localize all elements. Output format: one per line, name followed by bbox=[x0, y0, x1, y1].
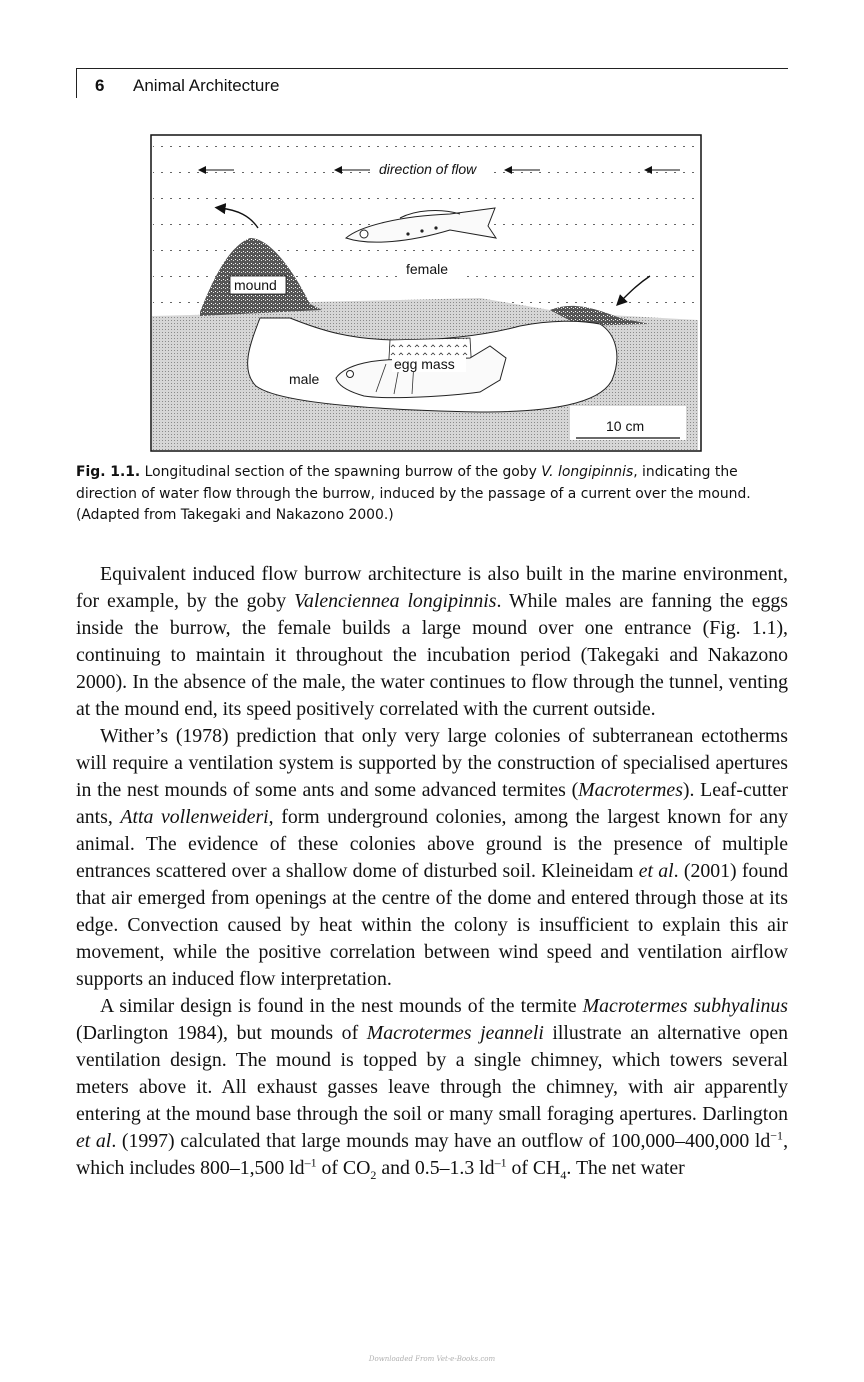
flow-label: direction of flow bbox=[379, 161, 477, 177]
figure-caption: Fig. 1.1. Longitudinal section of the spawning burrow of the goby V. longipinnis, indicating the direction of water flow through the burrow, induced by the passage of a current over the mound. (Adapted from Takegaki and Nakazono 2000.) bbox=[76, 464, 751, 523]
female-label: female bbox=[406, 261, 449, 277]
caption-label: Fig. 1.1. bbox=[76, 464, 141, 480]
header-side-rule bbox=[76, 68, 77, 98]
male-label: male bbox=[289, 371, 320, 387]
scale-label: 10 cm bbox=[606, 418, 645, 434]
paragraph-2: Wither’s (1978) prediction that only very large colonies of subterranean ectotherms will require a ventilation system is supported by the construction of specialised apertures in the nest mounds of some ants and some advanced termites (Macrotermes). Leaf-cutter ants, Atta vollenweideri, form underground colonies, among the largest known for any animal. The evidence of these colonies above ground is the presence of multiple entrances scattered over a shallow dome of disturbed soil. Kleineidam et al. (2001) found that air emerged from openings at the centre of the dome and entered through those at its edge. Convection caused by heat within the colony is insufficient to explain this air movement, while the positive correlation between wind speed and ventilation airflow supports an induced flow interpretation. bbox=[76, 725, 789, 990]
footer-watermark: Downloaded From Vet-e-Books.com bbox=[368, 1355, 496, 1363]
paragraph-3: A similar design is found in the nest mounds of the termite Macrotermes subhyalinus (Darlington 1984), but mounds of Macrotermes jeanneli illustrate an alternative open ventilation design. The mound is topped by a single chimney, which towers several meters above it. All exhaust gasses leave through the chimney, with air apparently entering at the mound base through the soil or many small foraging apertures. Darlington et al. (1997) calculated that large mounds may have an outflow of 100,000–400,000 $ld^{-1}$, which includes 800–1,500 $ld^{-1}$ of $CO_2$ and 0.5–1.3 $ld^{-1}$ of $CH_4$. The net water bbox=[76, 995, 789, 1182]
header-rule bbox=[76, 68, 788, 69]
egg-mass-label: egg mass bbox=[394, 356, 455, 372]
paragraph-1: Equivalent induced flow burrow architecture is also built in the marine environment, for example, by the goby Valenciennea longipinnis. While males are fanning the eggs inside the burrow, the female builds a large mound over one entrance (Fig. 1.1), continuing to maintain it throughout the incubation period (Takegaki and Nakazono 2000). In the absence of the male, the water continues to flow through the tunnel, venting at the mound end, its speed positively correlated with the current outside. bbox=[76, 563, 788, 720]
mound-label: mound bbox=[234, 277, 277, 293]
figure-burrow-diagram bbox=[150, 134, 702, 452]
running-title: Animal Architecture bbox=[133, 76, 280, 95]
female-fish-eye bbox=[360, 230, 368, 238]
male-fish-eye bbox=[347, 371, 354, 378]
burrow-section-illustration bbox=[150, 134, 702, 452]
page-number: 6 bbox=[95, 76, 105, 95]
body-text bbox=[76, 561, 788, 1182]
running-header bbox=[76, 68, 788, 98]
